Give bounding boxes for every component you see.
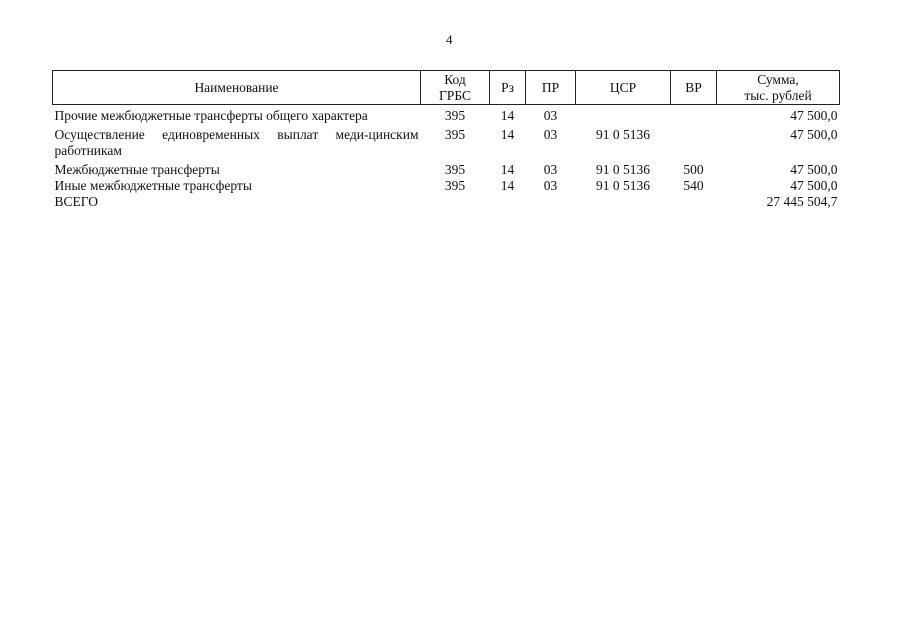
row-rz: 14 <box>500 108 515 123</box>
header-name: Наименование <box>53 71 421 105</box>
row-name: ВСЕГО <box>54 194 98 209</box>
table-row <box>53 159 840 178</box>
row-grbs: 395 <box>444 162 466 177</box>
row-pr: 03 <box>543 127 558 142</box>
row-name: Прочие межбюджетные трансферты общего характера <box>54 108 368 123</box>
row-sum: 47 500,0 <box>790 108 838 123</box>
row-rz <box>490 194 526 210</box>
row-csr: 91 0 5136 <box>596 162 650 177</box>
row-name: Иные межбюджетные трансферты <box>54 178 252 193</box>
table-header <box>53 71 840 105</box>
row-csr <box>576 194 671 210</box>
row-rz: 14 <box>500 178 515 193</box>
row-rz: 14 <box>500 127 515 142</box>
row-csr <box>576 105 671 125</box>
row-pr <box>526 194 576 210</box>
budget-table <box>52 70 840 210</box>
row-sum: 27 445 504,7 <box>766 194 838 209</box>
table-row <box>53 105 840 125</box>
row-pr: 03 <box>543 178 558 193</box>
header-grbs: Код ГРБС <box>421 71 490 105</box>
row-grbs: 395 <box>444 178 466 193</box>
row-vr <box>671 124 717 159</box>
page-number: 4 <box>446 32 453 47</box>
row-vr <box>671 194 717 210</box>
row-name: Межбюджетные трансферты <box>54 162 220 177</box>
header-rz: Рз <box>490 71 526 105</box>
table-row <box>53 124 840 159</box>
header-sum: Сумма, тыс. рублей <box>717 71 840 105</box>
row-csr: 91 0 5136 <box>596 127 650 142</box>
row-vr <box>671 105 717 125</box>
row-name: Осуществление единовременных выплат меди-цинским работникам <box>54 127 419 158</box>
row-vr: 500 <box>683 162 704 177</box>
row-rz: 14 <box>500 162 515 177</box>
row-pr: 03 <box>543 162 558 177</box>
header-pr: ПР <box>526 71 576 105</box>
row-grbs <box>421 194 490 210</box>
row-vr: 540 <box>683 178 704 193</box>
row-grbs: 395 <box>444 108 466 123</box>
row-sum: 47 500,0 <box>790 178 838 193</box>
header-csr: ЦСР <box>576 71 671 105</box>
header-vr: ВР <box>671 71 717 105</box>
table-row <box>53 178 840 194</box>
row-sum: 47 500,0 <box>790 162 838 177</box>
row-csr: 91 0 5136 <box>596 178 650 193</box>
table-row-total <box>53 194 840 210</box>
row-sum: 47 500,0 <box>790 127 838 142</box>
row-pr: 03 <box>543 108 558 123</box>
row-grbs: 395 <box>444 127 466 142</box>
